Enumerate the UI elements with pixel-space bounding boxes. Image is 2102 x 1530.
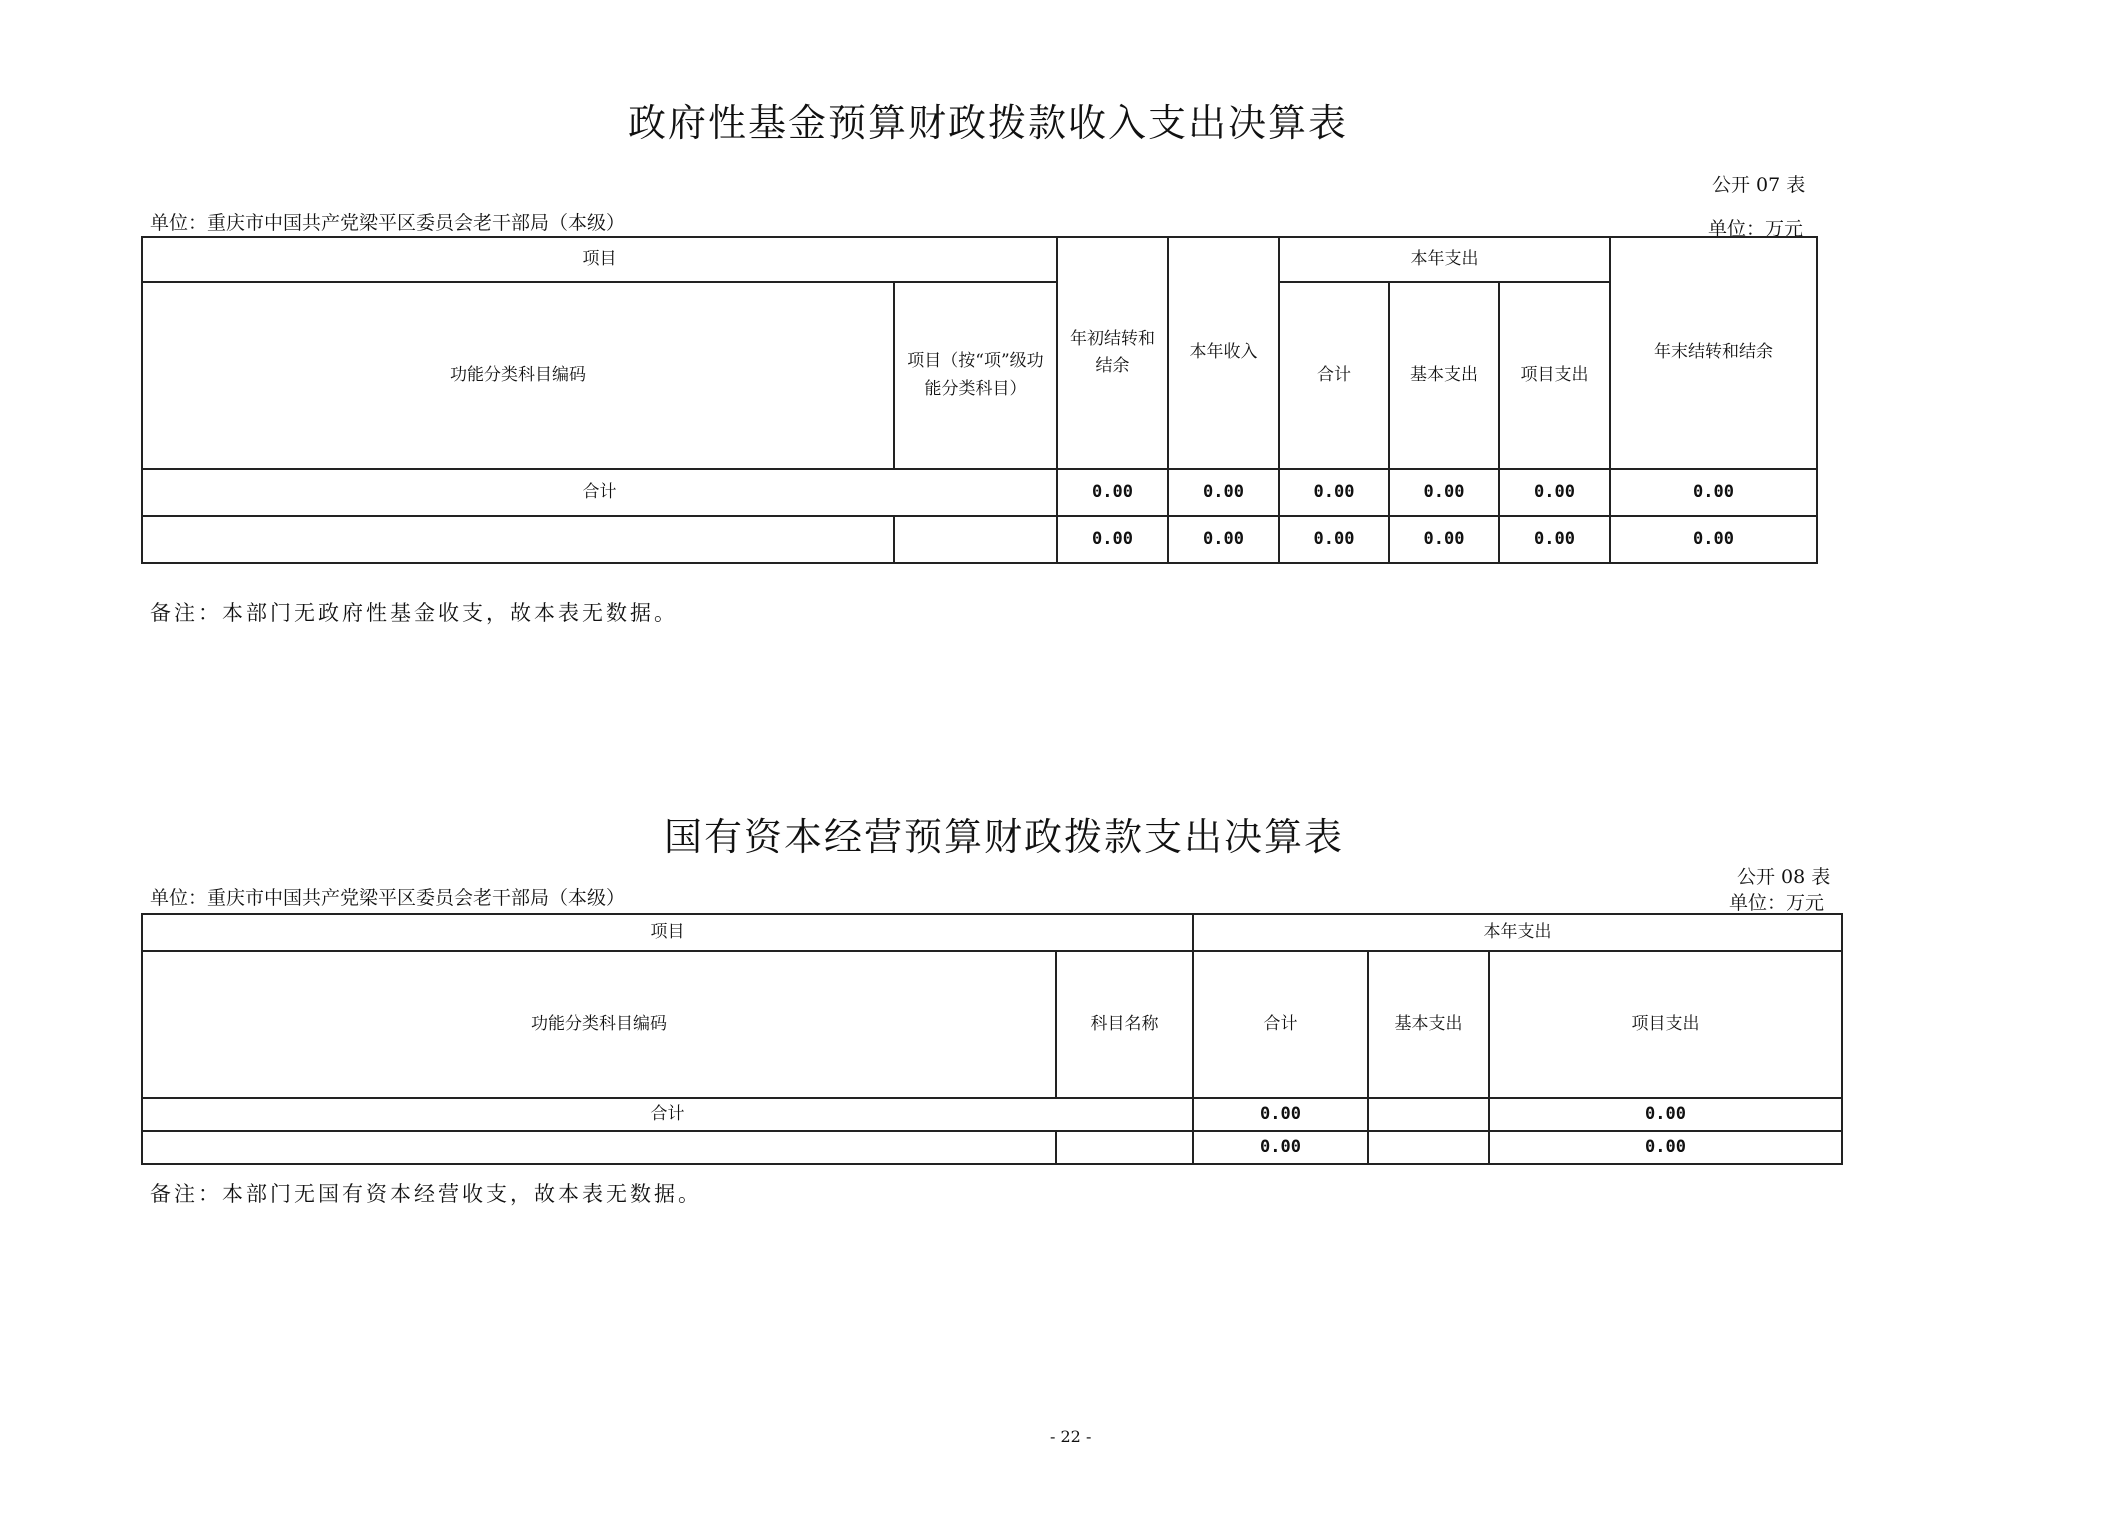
table08-header-item: 项目 bbox=[142, 914, 1193, 951]
table08-row-project: 0.00 bbox=[1489, 1131, 1842, 1164]
table07-unit-label: 单位：重庆市中国共产党梁平区委员会老干部局（本级） bbox=[150, 212, 626, 234]
table07-header-name: 项目（按“项”级功能分类科目） bbox=[894, 282, 1057, 469]
table08-total-basic bbox=[1368, 1098, 1489, 1131]
table07-header-item: 项目 bbox=[142, 237, 1057, 282]
page-number: - 22 - bbox=[1050, 1427, 1092, 1446]
table08-header-code: 功能分类科目编码 bbox=[142, 951, 1056, 1098]
table07-total-label: 合计 bbox=[142, 469, 1057, 516]
table08-header-project: 项目支出 bbox=[1489, 951, 1842, 1098]
table08-row-basic bbox=[1368, 1131, 1489, 1164]
table08-row-name bbox=[1056, 1131, 1193, 1164]
table-row bbox=[142, 469, 1817, 516]
table08-row-code bbox=[142, 1131, 1056, 1164]
table08-header-total: 合计 bbox=[1193, 951, 1368, 1098]
table08-header-expense-group: 本年支出 bbox=[1193, 914, 1842, 951]
table07-grid bbox=[141, 236, 1818, 564]
table07-row-code bbox=[142, 516, 894, 563]
table07-header-expense-group: 本年支出 bbox=[1279, 237, 1610, 282]
table-row bbox=[142, 1131, 1842, 1164]
table08-header-name: 科目名称 bbox=[1056, 951, 1193, 1098]
table07-row-income: 0.00 bbox=[1168, 516, 1279, 563]
table07-total-end: 0.00 bbox=[1610, 469, 1817, 516]
table08-currency-label: 单位：万元 bbox=[1729, 892, 1825, 914]
table07-header-code: 功能分类科目编码 bbox=[142, 282, 894, 469]
table07-total-project: 0.00 bbox=[1499, 469, 1610, 516]
table07-note: 备注：本部门无政府性基金收支，故本表无数据。 bbox=[150, 601, 678, 625]
table07-header-end-balance: 年末结转和结余 bbox=[1610, 237, 1817, 469]
table07-row-total: 0.00 bbox=[1279, 516, 1389, 563]
table07-header-total: 合计 bbox=[1279, 282, 1389, 469]
table07-header-begin-balance: 年初结转和结余 bbox=[1057, 237, 1168, 469]
table07-header-project: 项目支出 bbox=[1499, 282, 1610, 469]
table-row bbox=[142, 1098, 1842, 1131]
table07-title: 政府性基金预算财政拨款收入支出决算表 bbox=[628, 101, 1349, 145]
table08-header-basic: 基本支出 bbox=[1368, 951, 1489, 1098]
table07-header-basic: 基本支出 bbox=[1389, 282, 1499, 469]
table08-note: 备注：本部门无国有资本经营收支，故本表无数据。 bbox=[150, 1182, 702, 1206]
table07-total-basic: 0.00 bbox=[1389, 469, 1499, 516]
table08-row-total: 0.00 bbox=[1193, 1131, 1368, 1164]
table07-currency-label: 单位：万元 bbox=[1708, 218, 1804, 240]
table07-row-project: 0.00 bbox=[1499, 516, 1610, 563]
table08-unit-label: 单位：重庆市中国共产党梁平区委员会老干部局（本级） bbox=[150, 887, 626, 909]
table08-form-number: 公开 08 表 bbox=[1737, 866, 1831, 888]
table08-total-label: 合计 bbox=[142, 1098, 1193, 1131]
table07-total-total: 0.00 bbox=[1279, 469, 1389, 516]
table07-header-income: 本年收入 bbox=[1168, 237, 1279, 469]
table08-grid bbox=[141, 913, 1843, 1165]
table08-title: 国有资本经营预算财政拨款支出决算表 bbox=[664, 815, 1345, 859]
table07-row-begin: 0.00 bbox=[1057, 516, 1168, 563]
table07-row-end: 0.00 bbox=[1610, 516, 1817, 563]
table07-row-basic: 0.00 bbox=[1389, 516, 1499, 563]
table08-total-project: 0.00 bbox=[1489, 1098, 1842, 1131]
table07-row-name bbox=[894, 516, 1057, 563]
table-row bbox=[142, 516, 1817, 563]
table07-total-begin: 0.00 bbox=[1057, 469, 1168, 516]
table07-form-number: 公开 07 表 bbox=[1712, 174, 1806, 196]
table07-total-income: 0.00 bbox=[1168, 469, 1279, 516]
table08-total-total: 0.00 bbox=[1193, 1098, 1368, 1131]
